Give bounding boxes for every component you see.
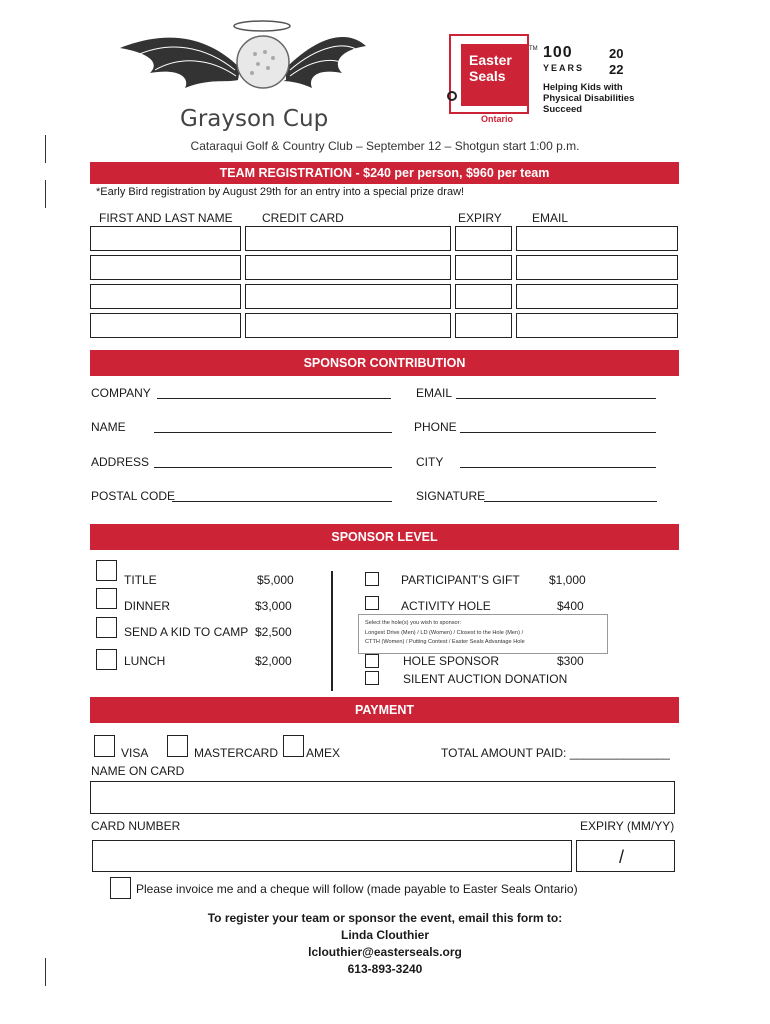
phone-field[interactable] <box>460 432 656 433</box>
hole-sponsor-price: $300 <box>557 654 584 668</box>
logo-word-1: Easter <box>469 52 512 68</box>
team-expiry-field[interactable] <box>455 255 512 280</box>
postal-code-field[interactable] <box>172 501 392 502</box>
sponsor-level-heading: SPONSOR LEVEL <box>90 524 679 550</box>
lunch-price: $2,000 <box>255 654 292 668</box>
amex-checkbox[interactable] <box>283 735 304 757</box>
note-line: CTTH (Women) / Putting Contest / Easter Seals Advantage Hole <box>365 639 525 645</box>
name-field[interactable] <box>154 432 392 433</box>
year-top: 20 <box>609 46 624 61</box>
trademark: TM <box>529 46 538 52</box>
dinner-label: DINNER <box>124 599 171 613</box>
company-label: COMPANY <box>91 386 151 400</box>
sponsor-contribution-heading: SPONSOR CONTRIBUTION <box>90 350 679 376</box>
winged-golf-ball-icon <box>110 18 370 108</box>
participants-gift-label: PARTICIPANT’S GIFT <box>401 573 520 587</box>
send-kid-to-camp-checkbox[interactable] <box>96 617 117 638</box>
grayson-cup-logo <box>110 18 370 138</box>
team-email-field[interactable] <box>516 284 678 309</box>
email-field[interactable] <box>456 398 656 399</box>
card-number-field[interactable] <box>92 840 572 872</box>
postal-code-label: POSTAL CODE <box>91 489 176 503</box>
column-expiry: EXPIRY <box>458 211 502 225</box>
contact-name: Linda Clouthier <box>341 928 429 942</box>
name-on-card-field[interactable] <box>90 781 675 814</box>
venue-line: Cataraqui Golf & Country Club – September 12 – Shotgun start 1:00 p.m. <box>190 139 580 153</box>
event-title: Grayson Cup <box>180 106 329 132</box>
contact-block <box>0 910 770 978</box>
team-email-field[interactable] <box>516 313 678 338</box>
years-word: YEARS <box>543 63 585 73</box>
team-credit-card-field[interactable] <box>245 284 451 309</box>
mastercard-label: MASTERCARD <box>194 746 279 760</box>
column-email: EMAIL <box>532 211 569 225</box>
silent-auction-label: SILENT AUCTION DONATION <box>403 672 568 686</box>
ring-icon <box>447 91 457 101</box>
address-label: ADDRESS <box>91 455 150 469</box>
title-label: TITLE <box>124 573 157 587</box>
email-label: EMAIL <box>416 386 453 400</box>
card-expiry-field[interactable] <box>576 840 675 872</box>
year-bottom: 22 <box>609 62 624 77</box>
send-kid-to-camp-label: SEND A KID TO CAMP <box>124 625 249 639</box>
participants-gift-price: $1,000 <box>549 573 586 587</box>
level-divider <box>331 571 333 691</box>
expiry-label: EXPIRY (MM/YY) <box>580 819 675 833</box>
expiry-slash: / <box>619 847 625 867</box>
lunch-label: LUNCH <box>124 654 166 668</box>
team-email-field[interactable] <box>516 226 678 251</box>
team-expiry-field[interactable] <box>455 313 512 338</box>
invoice-label: Please invoice me and a cheque will follow (made payable to Easter Seals Ontario) <box>136 882 578 896</box>
signature-field[interactable] <box>484 501 657 502</box>
team-name-field[interactable] <box>90 255 241 280</box>
title-price: $5,000 <box>257 573 294 587</box>
team-credit-card-field[interactable] <box>245 313 451 338</box>
team-name-field[interactable] <box>90 226 241 251</box>
years-number: 100 <box>543 44 573 61</box>
easter-seals-logo <box>445 26 538 126</box>
city-label: CITY <box>416 455 444 469</box>
activity-hole-checkbox[interactable] <box>365 596 379 610</box>
brand-tagline: Helping Kids with Physical Disabilities Succeed <box>543 82 635 115</box>
team-expiry-field[interactable] <box>455 226 512 251</box>
contact-intro: To register your team or sponsor the event, email this form to: <box>207 911 563 925</box>
note-line: Select the hole(s) you wish to sponsor: <box>365 620 462 626</box>
address-field[interactable] <box>154 467 392 468</box>
name-on-card-label: NAME ON CARD <box>91 764 185 778</box>
signature-label: SIGNATURE <box>416 489 486 503</box>
dinner-price: $3,000 <box>255 599 292 613</box>
participants-gift-checkbox[interactable] <box>365 572 379 586</box>
hole-selection-note <box>358 614 608 654</box>
name-label: NAME <box>91 420 126 434</box>
total-amount-paid: TOTAL AMOUNT PAID: _______________ <box>441 746 670 760</box>
visa-label: VISA <box>121 746 149 760</box>
mastercard-checkbox[interactable] <box>167 735 188 757</box>
note-line: Longest Drive (Men) / LD (Women) / Closest to the Hole (Men) / <box>365 629 524 636</box>
activity-hole-label: ACTIVITY HOLE <box>401 599 491 613</box>
margin-mark <box>45 180 46 208</box>
column-name: FIRST AND LAST NAME <box>99 211 233 225</box>
city-field[interactable] <box>460 467 656 468</box>
amex-label: AMEX <box>306 746 341 760</box>
dinner-checkbox[interactable] <box>96 588 117 609</box>
column-credit-card: CREDIT CARD <box>262 211 344 225</box>
team-expiry-field[interactable] <box>455 284 512 309</box>
phone-label: PHONE <box>414 420 457 434</box>
team-email-field[interactable] <box>516 255 678 280</box>
invoice-checkbox[interactable] <box>110 877 131 899</box>
region-label: Ontario <box>481 114 514 124</box>
activity-hole-price: $400 <box>557 599 584 613</box>
lunch-checkbox[interactable] <box>96 649 117 670</box>
visa-checkbox[interactable] <box>94 735 115 757</box>
team-credit-card-field[interactable] <box>245 226 451 251</box>
early-bird-note: *Early Bird registration by August 29th for an entry into a special prize draw! <box>96 186 465 198</box>
team-credit-card-field[interactable] <box>245 255 451 280</box>
hole-sponsor-label: HOLE SPONSOR <box>403 654 500 668</box>
team-registration-heading: TEAM REGISTRATION - $240 per person, $960 per team <box>90 162 679 184</box>
contact-phone: 613-893-3240 <box>347 962 423 976</box>
contact-email[interactable]: lclouthier@easterseals.org <box>308 945 462 959</box>
send-kid-to-camp-price: $2,500 <box>255 625 292 639</box>
company-field[interactable] <box>157 398 391 399</box>
team-name-field[interactable] <box>90 313 241 338</box>
silent-auction-checkbox[interactable] <box>365 671 379 685</box>
payment-heading: PAYMENT <box>90 697 679 723</box>
card-number-label: CARD NUMBER <box>91 819 181 833</box>
hole-sponsor-checkbox[interactable] <box>365 654 379 668</box>
title-checkbox[interactable] <box>96 560 117 581</box>
logo-word-2: Seals <box>469 68 506 84</box>
team-name-field[interactable] <box>90 284 241 309</box>
